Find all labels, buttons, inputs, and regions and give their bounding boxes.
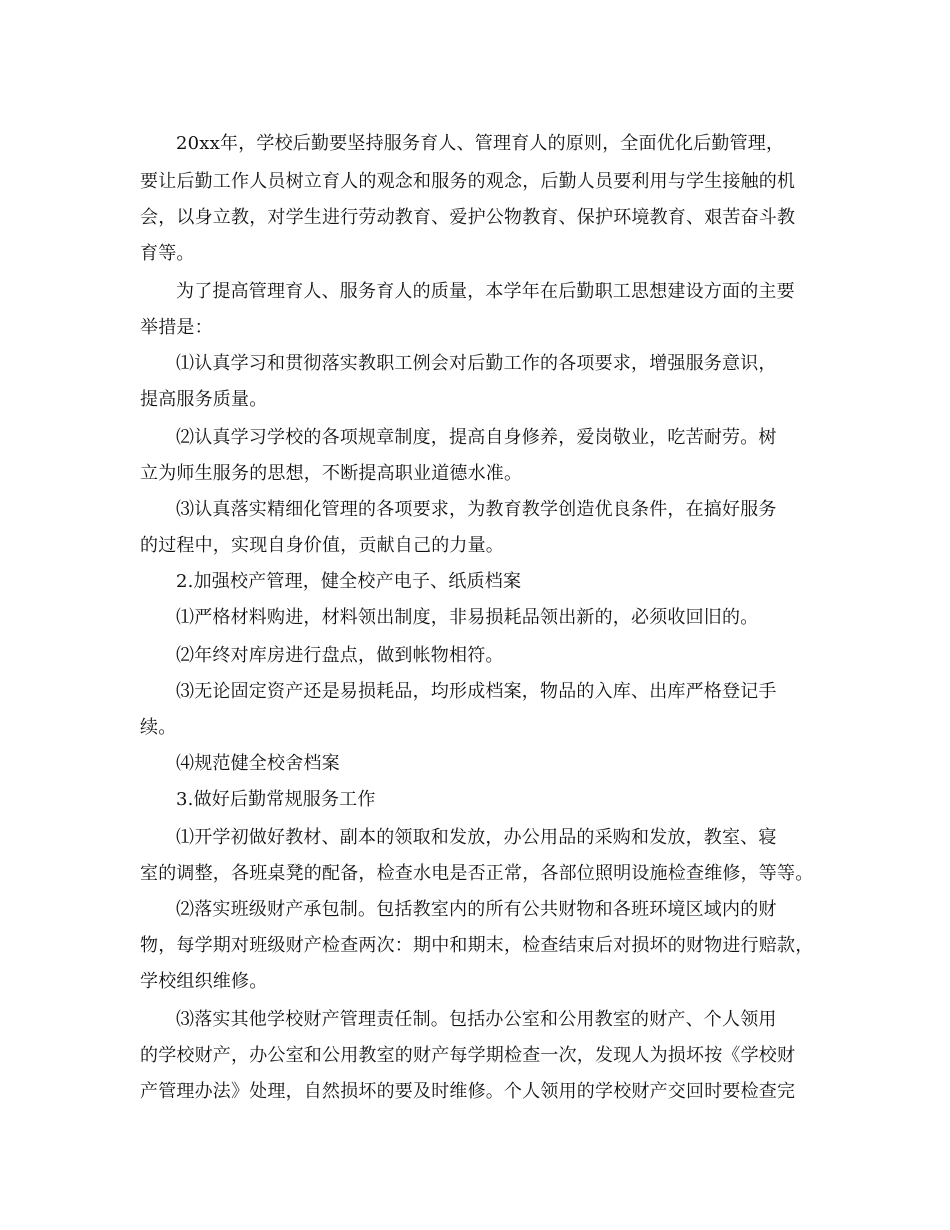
text-line: 物，每学期对班级财产检查两次：期中和期末，检查结束后对损坏的财物进行赔款， — [140, 935, 814, 956]
text-line: ⑴认真学习和贯彻落实教职工例会对后勤工作的各项要求，增强服务意识， — [176, 353, 777, 374]
text-line: 要让后勤工作人员树立育人的观念和服务的观念，后勤人员要利用与学生接触的机 — [140, 171, 796, 192]
text-line: 的学校财产，办公室和公用教室的财产每学期检查一次，发现人为损坏按《学校财 — [140, 1045, 796, 1066]
text-line: 育等。 — [140, 243, 195, 264]
text-line: 为了提高管理育人、服务育人的质量，本学年在后勤职工思想建设方面的主要 — [176, 281, 795, 302]
text-line: ⑶落实其他学校财产管理责任制。包括办公室和公用教室的财产、个人领用 — [176, 1009, 777, 1030]
text-line: ⑴开学初做好教材、副本的领取和发放，办公用品的采购和发放，教室、寝 — [176, 827, 777, 848]
text-line: ⑵年终对库房进行盘点，做到帐物相符。 — [176, 645, 504, 666]
text-line: ⑵落实班级财产承包制。包括教室内的所有公共财物和各班环境区域内的财 — [176, 899, 777, 920]
text-line: 续。 — [140, 717, 177, 738]
text-line: ⑶无论固定资产还是易损耗品，均形成档案，物品的入库、出库严格登记手 — [176, 681, 777, 702]
text-line: 20xx年，学校后勤要坚持服务育人、管理育人的原则，全面优化后勤管理， — [176, 133, 785, 154]
text-line: 学校组织维修。 — [140, 971, 268, 992]
text-line: ⑵认真学习学校的各项规章制度，提高自身修养，爱岗敬业，吃苦耐劳。树 — [176, 427, 777, 448]
text-line: 立为师生服务的思想，不断提高职业道德水准。 — [140, 463, 523, 484]
text-line: 产管理办法》处理，自然损坏的要及时维修。个人领用的学校财产交回时要检查完 — [140, 1081, 796, 1102]
text-line: ⑷规范健全校舍档案 — [176, 753, 340, 774]
text-line: 3.做好后勤常规服务工作 — [176, 789, 376, 810]
text-line: 的过程中，实现自身价值，贡献自己的力量。 — [140, 535, 504, 556]
text-line: 室的调整，各班桌凳的配备，检查水电是否正常，各部位照明设施检查维修，等等。 — [140, 863, 814, 884]
text-line: 举措是： — [140, 317, 213, 338]
text-line: 会，以身立教，对学生进行劳动教育、爱护公物教育、保护环境教育、艰苦奋斗教 — [140, 207, 796, 228]
text-line: 2.加强校产管理，健全校产电子、纸质档案 — [176, 571, 522, 592]
text-line: ⑴严格材料购进，材料领出制度，非易损耗品领出新的，必须收回旧的。 — [176, 607, 759, 628]
text-line: ⑶认真落实精细化管理的各项要求，为教育教学创造优良条件，在搞好服务 — [176, 499, 777, 520]
text-line: 提高服务质量。 — [140, 389, 268, 410]
